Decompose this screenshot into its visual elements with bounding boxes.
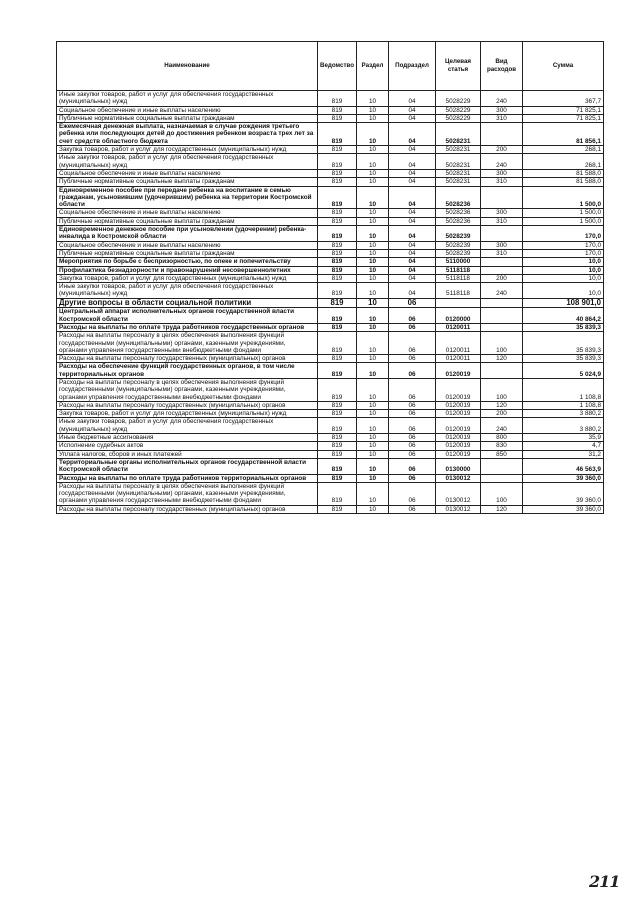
row-vedomstvo: 819 — [318, 178, 357, 186]
row-vedomstvo: 819 — [318, 434, 357, 442]
row-vedomstvo: 819 — [318, 283, 357, 299]
row-vid-rashodov: 120 — [481, 505, 523, 513]
row-razdel: 10 — [357, 249, 389, 257]
row-name: Уплата налогов, сборов и иных платежей — [57, 450, 318, 458]
row-podrazdel: 04 — [389, 91, 436, 107]
row-razdel: 10 — [357, 114, 389, 122]
table-row — [57, 123, 604, 146]
row-celevaya-statya — [436, 298, 481, 308]
row-vedomstvo: 819 — [318, 308, 357, 324]
row-vid-rashodov: 800 — [481, 434, 523, 442]
row-vid-rashodov — [481, 123, 523, 146]
row-podrazdel: 06 — [389, 308, 436, 324]
row-summa: 5 024,9 — [523, 363, 604, 379]
row-vid-rashodov: 850 — [481, 450, 523, 458]
row-vid-rashodov — [481, 308, 523, 324]
row-vedomstvo: 819 — [318, 154, 357, 170]
table-row — [57, 323, 604, 331]
row-podrazdel: 04 — [389, 209, 436, 217]
table-row — [57, 474, 604, 482]
row-name: Социальное обеспечение и иные выплаты населению — [57, 169, 318, 177]
row-razdel: 10 — [357, 266, 389, 274]
row-podrazdel: 04 — [389, 154, 436, 170]
row-summa: 1 500,0 — [523, 217, 604, 225]
header-vedomstvo: Ведомство — [318, 42, 357, 91]
row-celevaya-statya: 0120019 — [436, 418, 481, 434]
row-summa: 1 500,0 — [523, 209, 604, 217]
row-vedomstvo: 819 — [318, 123, 357, 146]
row-summa: 35 839,3 — [523, 323, 604, 331]
table-row — [57, 249, 604, 257]
row-vid-rashodov: 240 — [481, 154, 523, 170]
row-name: Иные закупки товаров, работ и услуг для обеспечения государственных (муниципальных) нужд — [57, 283, 318, 299]
row-razdel: 10 — [357, 418, 389, 434]
row-razdel: 10 — [357, 378, 389, 401]
row-summa: 10,0 — [523, 274, 604, 282]
table-row — [57, 154, 604, 170]
row-celevaya-statya: 5028231 — [436, 146, 481, 154]
row-summa: 3 880,2 — [523, 410, 604, 418]
row-podrazdel: 04 — [389, 169, 436, 177]
row-podrazdel: 06 — [389, 450, 436, 458]
row-podrazdel: 04 — [389, 266, 436, 274]
row-razdel: 10 — [357, 241, 389, 249]
row-summa: 81 856,1 — [523, 123, 604, 146]
row-name: Закупка товаров, работ и услуг для государственных (муниципальных) нужд — [57, 410, 318, 418]
row-celevaya-statya: 0130012 — [436, 474, 481, 482]
table-row — [57, 418, 604, 434]
header-podrazdel: Подраздел — [389, 42, 436, 91]
row-vedomstvo: 819 — [318, 401, 357, 409]
row-podrazdel: 06 — [389, 355, 436, 363]
row-name: Мероприятия по борьбе с беспризорностью, по опеке и попечительству — [57, 258, 318, 266]
row-celevaya-statya: 0120011 — [436, 323, 481, 331]
row-vedomstvo: 819 — [318, 186, 357, 209]
row-summa: 1 108,8 — [523, 378, 604, 401]
row-podrazdel: 04 — [389, 283, 436, 299]
row-podrazdel: 04 — [389, 274, 436, 282]
row-razdel: 10 — [357, 442, 389, 450]
row-vedomstvo: 819 — [318, 249, 357, 257]
table-row — [57, 274, 604, 282]
row-summa: 39 360,0 — [523, 505, 604, 513]
row-vid-rashodov: 310 — [481, 249, 523, 257]
row-razdel: 10 — [357, 323, 389, 331]
row-podrazdel: 06 — [389, 442, 436, 450]
row-podrazdel: 06 — [389, 363, 436, 379]
row-celevaya-statya: 5028229 — [436, 106, 481, 114]
row-vid-rashodov: 300 — [481, 169, 523, 177]
row-podrazdel: 04 — [389, 226, 436, 242]
row-name: Иные закупки товаров, работ и услуг для обеспечения государственных (муниципальных) нужд — [57, 154, 318, 170]
row-celevaya-statya: 5028239 — [436, 241, 481, 249]
table-row — [57, 298, 604, 308]
row-vedomstvo: 819 — [318, 458, 357, 474]
row-vid-rashodov: 200 — [481, 274, 523, 282]
row-razdel: 10 — [357, 434, 389, 442]
row-vid-rashodov: 300 — [481, 209, 523, 217]
row-vedomstvo: 819 — [318, 410, 357, 418]
row-celevaya-statya: 0120019 — [436, 410, 481, 418]
row-razdel: 10 — [357, 410, 389, 418]
row-podrazdel: 06 — [389, 505, 436, 513]
row-celevaya-statya: 0120019 — [436, 450, 481, 458]
row-summa: 39 360,0 — [523, 474, 604, 482]
row-podrazdel: 04 — [389, 106, 436, 114]
row-vedomstvo: 819 — [318, 482, 357, 505]
row-vid-rashodov: 120 — [481, 401, 523, 409]
row-name: Расходы на выплаты по оплате труда работников государственных органов — [57, 323, 318, 331]
row-celevaya-statya: 0120019 — [436, 363, 481, 379]
row-name: Расходы на выплаты персоналу в целях обеспечения выполнения функций государственными (муниципальными) органами, казенными учреждениями, органами управления государственными внебюджетными фондами — [57, 482, 318, 505]
row-razdel: 10 — [357, 363, 389, 379]
row-summa: 31,2 — [523, 450, 604, 458]
row-name: Расходы на выплаты персоналу в целях обеспечения выполнения функций государственными (муниципальными) органами, казенными учреждениями, органами управления государственными внебюджетными фондами — [57, 332, 318, 355]
row-name: Единовременное пособие при передаче ребенка на воспитание в семью гражданам, усыновившим (удочерившим) ребенка на территории Костромской области — [57, 186, 318, 209]
row-summa: 108 901,0 — [523, 298, 604, 308]
row-summa: 170,0 — [523, 249, 604, 257]
table-body — [57, 91, 604, 514]
row-podrazdel: 06 — [389, 458, 436, 474]
row-razdel: 10 — [357, 298, 389, 308]
row-podrazdel: 06 — [389, 332, 436, 355]
row-podrazdel: 06 — [389, 434, 436, 442]
row-razdel: 10 — [357, 401, 389, 409]
row-vid-rashodov: 310 — [481, 114, 523, 122]
row-summa: 10,0 — [523, 258, 604, 266]
row-vid-rashodov: 830 — [481, 442, 523, 450]
row-vid-rashodov: 310 — [481, 178, 523, 186]
row-vedomstvo: 819 — [318, 355, 357, 363]
row-summa: 40 864,2 — [523, 308, 604, 324]
row-vid-rashodov: 240 — [481, 418, 523, 434]
row-name: Расходы на выплаты персоналу государственных (муниципальных) органов — [57, 505, 318, 513]
row-celevaya-statya: 5028236 — [436, 217, 481, 225]
table-row — [57, 186, 604, 209]
row-vedomstvo: 819 — [318, 258, 357, 266]
row-vid-rashodov — [481, 363, 523, 379]
row-podrazdel: 04 — [389, 217, 436, 225]
row-celevaya-statya: 5028236 — [436, 186, 481, 209]
row-podrazdel: 04 — [389, 178, 436, 186]
header-celevaya-statya: Целевая статья — [436, 42, 481, 91]
row-celevaya-statya: 5028231 — [436, 154, 481, 170]
row-vid-rashodov: 300 — [481, 241, 523, 249]
table-row — [57, 241, 604, 249]
row-vedomstvo: 819 — [318, 106, 357, 114]
row-name: Социальное обеспечение и иные выплаты населению — [57, 209, 318, 217]
row-celevaya-statya: 5028239 — [436, 249, 481, 257]
row-name: Расходы на выплаты персоналу государственных (муниципальных) органов — [57, 355, 318, 363]
row-name: Социальное обеспечение и иные выплаты населению — [57, 106, 318, 114]
row-celevaya-statya: 5028239 — [436, 226, 481, 242]
row-name: Другие вопросы в области социальной политики — [57, 298, 318, 308]
row-name: Расходы на обеспечение функций государственных органов, в том числе территориальных органов — [57, 363, 318, 379]
row-vedomstvo: 819 — [318, 505, 357, 513]
row-vedomstvo: 819 — [318, 332, 357, 355]
header-vid-rashodov: Вид расходов — [481, 42, 523, 91]
row-razdel: 10 — [357, 91, 389, 107]
row-celevaya-statya: 5028229 — [436, 114, 481, 122]
table-row — [57, 146, 604, 154]
row-vedomstvo: 819 — [318, 91, 357, 107]
row-vedomstvo: 819 — [318, 209, 357, 217]
row-vid-rashodov: 310 — [481, 217, 523, 225]
row-razdel: 10 — [357, 209, 389, 217]
row-vid-rashodov — [481, 258, 523, 266]
row-summa: 71 825,1 — [523, 114, 604, 122]
row-celevaya-statya: 0120011 — [436, 332, 481, 355]
row-razdel: 10 — [357, 123, 389, 146]
budget-table — [56, 41, 604, 514]
row-name: Единовременное денежное пособие при усыновлении (удочерении) ребенка-инвалида в Костромской области — [57, 226, 318, 242]
table-row — [57, 106, 604, 114]
row-summa: 367,7 — [523, 91, 604, 107]
row-name: Социальное обеспечение и иные выплаты населению — [57, 241, 318, 249]
row-vedomstvo: 819 — [318, 378, 357, 401]
row-celevaya-statya: 5118118 — [436, 283, 481, 299]
table-row — [57, 169, 604, 177]
table-row — [57, 266, 604, 274]
row-summa: 35,9 — [523, 434, 604, 442]
row-name: Профилактика безнадзорности и правонарушений несовершеннолетних — [57, 266, 318, 274]
row-vid-rashodov — [481, 474, 523, 482]
row-celevaya-statya: 0120011 — [436, 355, 481, 363]
row-vid-rashodov — [481, 186, 523, 209]
table-row — [57, 401, 604, 409]
row-podrazdel: 04 — [389, 258, 436, 266]
row-celevaya-statya: 0130012 — [436, 482, 481, 505]
row-summa: 4,7 — [523, 442, 604, 450]
table-row — [57, 91, 604, 107]
row-vedomstvo: 819 — [318, 418, 357, 434]
table-row — [57, 378, 604, 401]
row-name: Закупка товаров, работ и услуг для государственных (муниципальных) нужд — [57, 274, 318, 282]
table-row — [57, 217, 604, 225]
row-vid-rashodov — [481, 298, 523, 308]
table-row — [57, 258, 604, 266]
row-name: Публичные нормативные социальные выплаты гражданам — [57, 114, 318, 122]
row-razdel: 10 — [357, 505, 389, 513]
row-podrazdel: 06 — [389, 378, 436, 401]
table-row — [57, 355, 604, 363]
row-summa: 3 880,2 — [523, 418, 604, 434]
row-razdel: 10 — [357, 283, 389, 299]
row-vid-rashodov — [481, 226, 523, 242]
row-summa: 10,0 — [523, 266, 604, 274]
row-podrazdel: 04 — [389, 241, 436, 249]
row-podrazdel: 06 — [389, 323, 436, 331]
table-row — [57, 410, 604, 418]
table-row — [57, 458, 604, 474]
row-vid-rashodov: 100 — [481, 482, 523, 505]
row-podrazdel: 06 — [389, 482, 436, 505]
header-name: Наименование — [57, 42, 318, 91]
budget-sheet — [56, 41, 603, 514]
row-summa: 1 500,0 — [523, 186, 604, 209]
row-podrazdel: 06 — [389, 474, 436, 482]
row-vid-rashodov: 240 — [481, 283, 523, 299]
row-razdel: 10 — [357, 274, 389, 282]
table-row — [57, 178, 604, 186]
row-summa: 35 839,3 — [523, 355, 604, 363]
row-razdel: 10 — [357, 458, 389, 474]
row-razdel: 10 — [357, 482, 389, 505]
row-razdel: 10 — [357, 154, 389, 170]
row-celevaya-statya: 0120019 — [436, 378, 481, 401]
row-razdel: 10 — [357, 226, 389, 242]
row-podrazdel: 06 — [389, 298, 436, 308]
row-vid-rashodov: 240 — [481, 91, 523, 107]
row-celevaya-statya: 5110000 — [436, 258, 481, 266]
row-vedomstvo: 819 — [318, 298, 357, 308]
row-summa: 268,1 — [523, 154, 604, 170]
table-row — [57, 209, 604, 217]
row-name: Территориальные органы исполнительных органов государственной власти Костромской области — [57, 458, 318, 474]
row-podrazdel: 06 — [389, 418, 436, 434]
row-vid-rashodov — [481, 323, 523, 331]
row-podrazdel: 04 — [389, 146, 436, 154]
row-vedomstvo: 819 — [318, 114, 357, 122]
row-podrazdel: 06 — [389, 401, 436, 409]
row-name: Иные закупки товаров, работ и услуг для обеспечения государственных (муниципальных) нужд — [57, 91, 318, 107]
row-vid-rashodov: 100 — [481, 332, 523, 355]
row-vid-rashodov — [481, 458, 523, 474]
row-summa: 1 108,8 — [523, 401, 604, 409]
row-vid-rashodov: 200 — [481, 146, 523, 154]
row-vid-rashodov: 200 — [481, 410, 523, 418]
row-razdel: 10 — [357, 106, 389, 114]
row-razdel: 10 — [357, 355, 389, 363]
table-row — [57, 308, 604, 324]
row-summa: 46 563,9 — [523, 458, 604, 474]
row-vedomstvo: 819 — [318, 226, 357, 242]
row-podrazdel: 04 — [389, 186, 436, 209]
table-row — [57, 226, 604, 242]
row-razdel: 10 — [357, 186, 389, 209]
row-name: Публичные нормативные социальные выплаты гражданам — [57, 249, 318, 257]
row-podrazdel: 04 — [389, 249, 436, 257]
table-row — [57, 482, 604, 505]
row-vedomstvo: 819 — [318, 450, 357, 458]
row-razdel: 10 — [357, 332, 389, 355]
row-summa: 35 839,3 — [523, 332, 604, 355]
row-vedomstvo: 819 — [318, 363, 357, 379]
row-vedomstvo: 819 — [318, 442, 357, 450]
table-row — [57, 450, 604, 458]
row-celevaya-statya: 0120019 — [436, 434, 481, 442]
row-vedomstvo: 819 — [318, 146, 357, 154]
row-razdel: 10 — [357, 474, 389, 482]
row-podrazdel: 04 — [389, 123, 436, 146]
row-celevaya-statya: 5028231 — [436, 169, 481, 177]
row-razdel: 10 — [357, 308, 389, 324]
row-razdel: 10 — [357, 169, 389, 177]
row-razdel: 10 — [357, 258, 389, 266]
row-celevaya-statya: 5028229 — [436, 91, 481, 107]
row-name: Публичные нормативные социальные выплаты гражданам — [57, 217, 318, 225]
row-razdel: 10 — [357, 178, 389, 186]
row-celevaya-statya: 5118118 — [436, 266, 481, 274]
row-celevaya-statya: 0120019 — [436, 401, 481, 409]
row-vedomstvo: 819 — [318, 217, 357, 225]
row-name: Расходы на выплаты по оплате труда работников территориальных органов — [57, 474, 318, 482]
row-name: Расходы на выплаты персоналу государственных (муниципальных) органов — [57, 401, 318, 409]
row-name: Публичные нормативные социальные выплаты гражданам — [57, 178, 318, 186]
row-summa: 71 825,1 — [523, 106, 604, 114]
row-celevaya-statya: 0130000 — [436, 458, 481, 474]
row-vid-rashodov — [481, 266, 523, 274]
table-row — [57, 442, 604, 450]
row-podrazdel: 06 — [389, 410, 436, 418]
row-celevaya-statya: 5028236 — [436, 209, 481, 217]
row-vedomstvo: 819 — [318, 266, 357, 274]
table-header-row — [57, 42, 604, 91]
row-summa: 170,0 — [523, 241, 604, 249]
header-razdel: Раздел — [357, 42, 389, 91]
row-name: Исполнение судебных актов — [57, 442, 318, 450]
row-celevaya-statya: 0120000 — [436, 308, 481, 324]
row-summa: 170,0 — [523, 226, 604, 242]
table-row — [57, 505, 604, 513]
header-summa: Сумма — [523, 42, 604, 91]
table-row — [57, 434, 604, 442]
row-celevaya-statya: 0120019 — [436, 442, 481, 450]
row-vedomstvo: 819 — [318, 323, 357, 331]
row-podrazdel: 04 — [389, 114, 436, 122]
row-name: Иные закупки товаров, работ и услуг для обеспечения государственных (муниципальных) нужд — [57, 418, 318, 434]
row-razdel: 10 — [357, 450, 389, 458]
table-row — [57, 332, 604, 355]
row-celevaya-statya: 5028231 — [436, 178, 481, 186]
row-vedomstvo: 819 — [318, 241, 357, 249]
row-vid-rashodov: 100 — [481, 378, 523, 401]
row-summa: 10,0 — [523, 283, 604, 299]
row-celevaya-statya: 5118118 — [436, 274, 481, 282]
row-name: Иные бюджетные ассигнования — [57, 434, 318, 442]
table-row — [57, 363, 604, 379]
row-name: Расходы на выплаты персоналу в целях обеспечения выполнения функций государственными (муниципальными) органами, казенными учреждениями, органами управления государственными внебюджетными фондами — [57, 378, 318, 401]
row-razdel: 10 — [357, 217, 389, 225]
row-celevaya-statya: 5028231 — [436, 123, 481, 146]
row-name: Ежемесячная денежная выплата, назначаемая в случае рождения третьего ребенка или последующих детей до достижения ребенком возраста трех лет за счет средств областного бюджета — [57, 123, 318, 146]
row-summa: 39 360,0 — [523, 482, 604, 505]
table-row — [57, 283, 604, 299]
row-summa: 81 588,0 — [523, 178, 604, 186]
page-number: 211 — [589, 872, 620, 891]
row-vedomstvo: 819 — [318, 274, 357, 282]
row-summa: 268,1 — [523, 146, 604, 154]
row-name: Центральный аппарат исполнительных органов государственной власти Костромской области — [57, 308, 318, 324]
row-vedomstvo: 819 — [318, 169, 357, 177]
row-vid-rashodov: 120 — [481, 355, 523, 363]
row-vedomstvo: 819 — [318, 474, 357, 482]
row-celevaya-statya: 0130012 — [436, 505, 481, 513]
row-summa: 81 588,0 — [523, 169, 604, 177]
row-vid-rashodov: 300 — [481, 106, 523, 114]
row-name: Закупка товаров, работ и услуг для государственных (муниципальных) нужд — [57, 146, 318, 154]
table-row — [57, 114, 604, 122]
row-razdel: 10 — [357, 146, 389, 154]
